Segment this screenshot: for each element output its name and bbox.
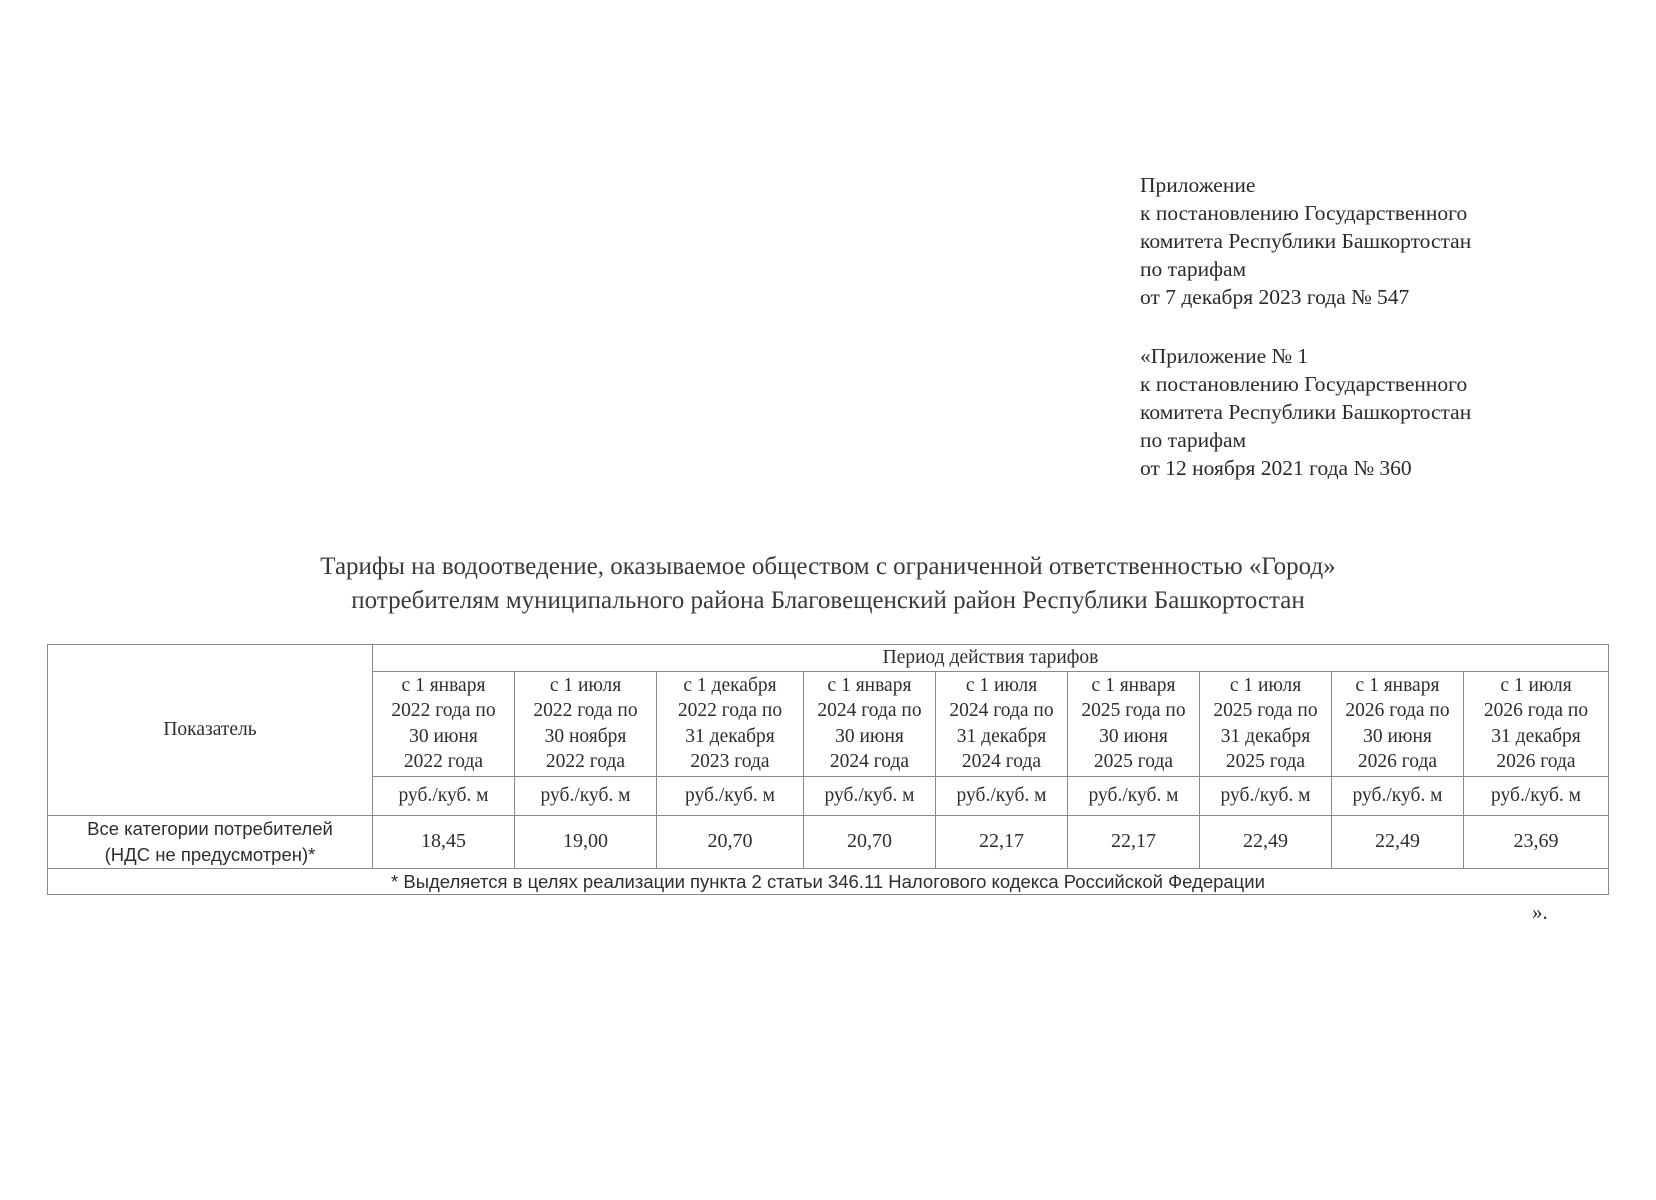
period-cell <box>936 671 1068 776</box>
appendix-line: по тарифам <box>1140 428 1247 452</box>
tariff-value: 22,49 <box>1332 815 1464 868</box>
footnote-row <box>48 868 1609 895</box>
period-line: 31 декабря <box>685 725 775 747</box>
appendix-line: комитета Республики Башкортостан <box>1140 229 1472 253</box>
period-line: 2025 года <box>1225 751 1306 772</box>
tariff-value: 19,00 <box>515 815 657 868</box>
period-line: с 1 июля <box>549 674 622 696</box>
period-line: 2025 года по <box>1081 700 1186 721</box>
appendix-line: от 12 ноября 2021 года № 360 <box>1140 456 1412 480</box>
unit-cell: руб./куб. м <box>936 776 1068 815</box>
period-cell <box>1200 671 1332 776</box>
period-line: с 1 июля <box>1500 674 1572 696</box>
appendix-line: по тарифам <box>1140 257 1247 281</box>
unit-cell: руб./куб. м <box>657 776 804 815</box>
period-line: 30 июня <box>835 725 904 747</box>
indicator-header: Показатель <box>48 645 373 816</box>
period-line: 2022 года по <box>533 700 638 721</box>
tariff-value: 20,70 <box>657 815 804 868</box>
title-line-1: Тарифы на водоотведение, оказываемое обществом с ограниченной ответственностью «Город» <box>320 553 1336 580</box>
appendix-line: от 7 декабря 2023 года № 547 <box>1140 285 1410 309</box>
period-cell <box>1332 671 1464 776</box>
period-cell <box>1464 671 1609 776</box>
period-line: с 1 января <box>827 674 912 696</box>
period-line: с 1 января <box>401 674 486 696</box>
tariff-value: 22,17 <box>936 815 1068 868</box>
tariff-value: 18,45 <box>373 815 515 868</box>
tariff-value: 22,17 <box>1068 815 1200 868</box>
period-line: 2024 года по <box>817 700 922 721</box>
period-line: 2024 года <box>961 751 1042 772</box>
period-line: 2024 года <box>829 751 910 772</box>
period-line: 2026 года по <box>1345 700 1450 721</box>
period-line: 31 декабря <box>1220 725 1311 747</box>
appendix-line: к постановлению Государственного <box>1140 372 1468 396</box>
period-line: 2022 года по <box>677 700 783 721</box>
period-cell <box>373 671 515 776</box>
tariff-table <box>47 644 1609 895</box>
unit-cell: руб./куб. м <box>1332 776 1464 815</box>
appendix-original-block <box>1140 342 1560 482</box>
period-line: 2026 года <box>1357 751 1438 772</box>
tariff-value: 22,49 <box>1200 815 1332 868</box>
period-line: 30 июня <box>1099 725 1168 747</box>
category-cell <box>48 815 373 868</box>
unit-cell: руб./куб. м <box>515 776 657 815</box>
period-line: 2023 года <box>690 751 770 772</box>
period-line: 31 декабря <box>956 725 1047 747</box>
appendix-line: Приложение <box>1140 173 1256 197</box>
category-line: Все категории потребителей <box>87 818 333 839</box>
period-line: 30 июня <box>409 725 478 747</box>
appendix-current-block <box>1140 171 1560 311</box>
period-line: с 1 января <box>1091 674 1176 696</box>
footnote: * Выделяется в целях реализации пункта 2 статьи 346.11 Налогового кодекса Российской Федерации <box>48 868 1609 895</box>
period-line: 2026 года по <box>1483 700 1589 721</box>
appendix-line: к постановлению Государственного <box>1140 201 1468 225</box>
appendix-line: комитета Республики Башкортостан <box>1140 400 1472 424</box>
category-line: (НДС не предусмотрен)* <box>104 843 316 865</box>
unit-cell: руб./куб. м <box>1464 776 1609 815</box>
unit-cell: руб./куб. м <box>804 776 936 815</box>
period-line: 2022 года <box>545 751 626 772</box>
tariff-value: 20,70 <box>804 815 936 868</box>
tariff-value: 23,69 <box>1464 815 1609 868</box>
period-header: Период действия тарифов <box>373 645 1609 672</box>
title-line-2: потребителям муниципального района Благовещенский район Республики Башкортостан <box>351 587 1305 614</box>
period-line: 30 июня <box>1363 725 1432 747</box>
period-line: 2022 года <box>403 751 484 772</box>
period-line: с 1 июля <box>965 674 1038 696</box>
period-cell <box>1068 671 1200 776</box>
unit-cell: руб./куб. м <box>373 776 515 815</box>
period-line: 2025 года по <box>1213 700 1318 721</box>
period-cell <box>657 671 804 776</box>
period-line: 2022 года по <box>391 700 496 721</box>
appendix-line: «Приложение № 1 <box>1140 344 1309 368</box>
closing-quote-mark: ». <box>1532 900 1548 924</box>
document-title <box>0 550 1656 618</box>
period-line: с 1 января <box>1355 674 1440 696</box>
period-line: с 1 июля <box>1229 674 1302 696</box>
unit-cell: руб./куб. м <box>1200 776 1332 815</box>
period-line: 2024 года по <box>949 700 1054 721</box>
unit-cell: руб./куб. м <box>1068 776 1200 815</box>
period-line: 2026 года <box>1496 751 1576 772</box>
table-row <box>48 815 1609 868</box>
period-line: 2025 года <box>1093 751 1174 772</box>
period-line: 30 ноября <box>544 725 627 747</box>
period-line: 31 декабря <box>1491 725 1581 747</box>
period-cell <box>804 671 936 776</box>
period-cell <box>515 671 657 776</box>
period-line: с 1 декабря <box>683 674 777 696</box>
